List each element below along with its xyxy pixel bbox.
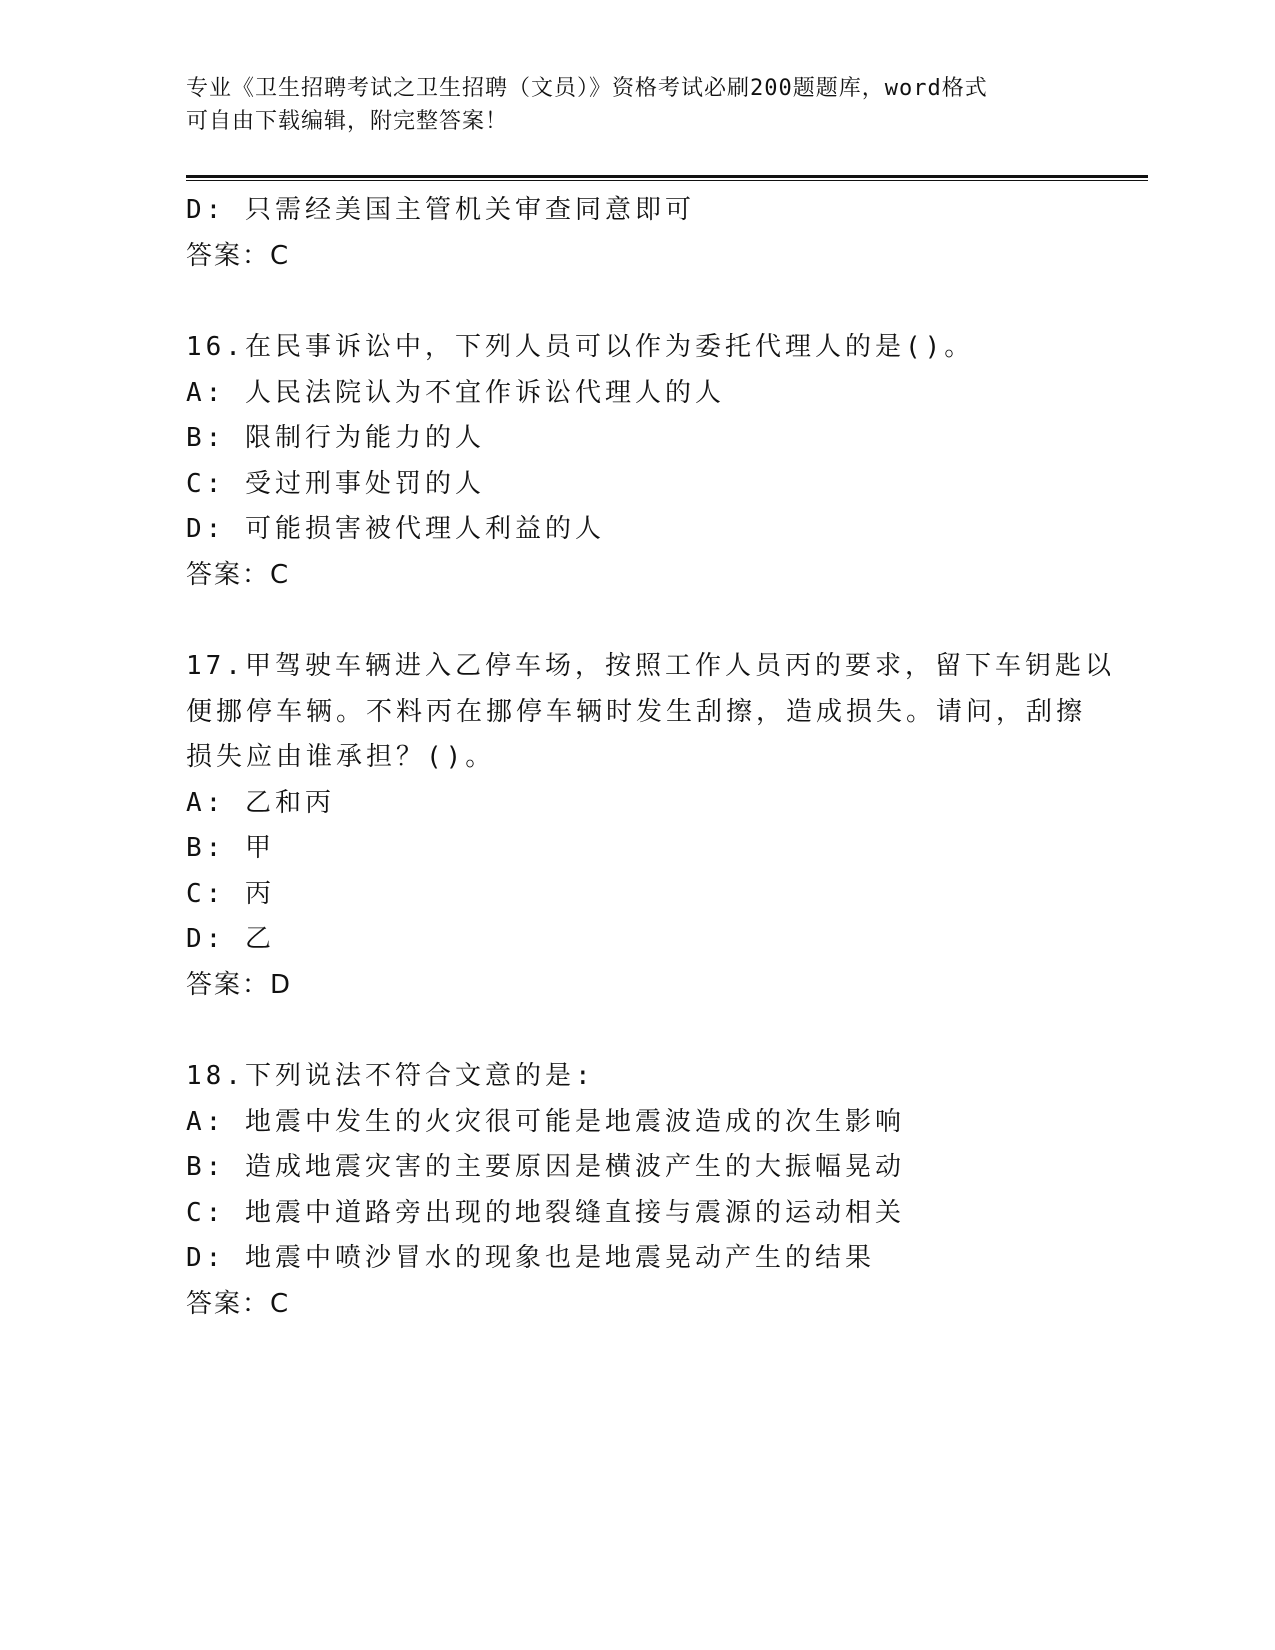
spacer	[186, 279, 1086, 325]
question-stem-line-2: 便挪停车辆。不料丙在挪停车辆时发生刮擦，造成损失。请问，刮擦	[186, 696, 1087, 727]
answer-line: 答案：C	[186, 559, 291, 590]
question-stem-line-1: 17.甲驾驶车辆进入乙停车场，按照工作人员丙的要求，留下车钥匙以	[186, 651, 1115, 681]
option-d: D: 乙	[186, 924, 275, 954]
question-17	[186, 644, 1115, 1008]
option-b: B: 甲	[186, 833, 275, 863]
option-c: C: 地震中道路旁出现的地裂缝直接与震源的运动相关	[186, 1197, 905, 1228]
header-line-1: 专业《卫生招聘考试之卫生招聘（文员）》资格考试必刷200题题库，word格式	[186, 76, 988, 101]
option-b: B: 造成地震灾害的主要原因是横波产生的大振幅晃动	[186, 1152, 905, 1182]
option-a: A: 人民法院认为不宜作诉讼代理人的人	[186, 377, 725, 408]
question-stem-line-3: 损失应由谁承担？()。	[186, 742, 496, 772]
document-header	[186, 72, 1066, 138]
option-b: B: 限制行为能力的人	[186, 423, 485, 453]
header-divider-thick	[186, 175, 1148, 178]
option-a: A: 乙和丙	[186, 787, 335, 818]
header-line-2: 可自由下载编辑，附完整答案！	[186, 109, 509, 134]
prev-option-d: D: 只需经美国主管机关审查同意即可	[186, 195, 695, 225]
header-divider-thin	[186, 180, 1148, 181]
option-c: C: 受过刑事处罚的人	[186, 468, 485, 499]
answer-line: 答案：D	[186, 969, 293, 1000]
option-d: D: 地震中喷沙冒水的现象也是地震晃动产生的结果	[186, 1243, 875, 1273]
spacer	[186, 1008, 1086, 1054]
question-18	[186, 1054, 1086, 1327]
option-d: D: 可能损害被代理人利益的人	[186, 514, 605, 544]
question-16	[186, 325, 1086, 598]
prev-answer: 答案：C	[186, 240, 291, 271]
question-stem: 18.下列说法不符合文意的是:	[186, 1061, 595, 1091]
answer-line: 答案：C	[186, 1288, 291, 1319]
option-c: C: 丙	[186, 878, 275, 909]
question-list	[186, 188, 1115, 1327]
option-a: A: 地震中发生的火灾很可能是地震波造成的次生影响	[186, 1106, 905, 1137]
spacer	[186, 598, 1086, 644]
question-stem: 16.在民事诉讼中，下列人员可以作为委托代理人的是()。	[186, 332, 975, 362]
